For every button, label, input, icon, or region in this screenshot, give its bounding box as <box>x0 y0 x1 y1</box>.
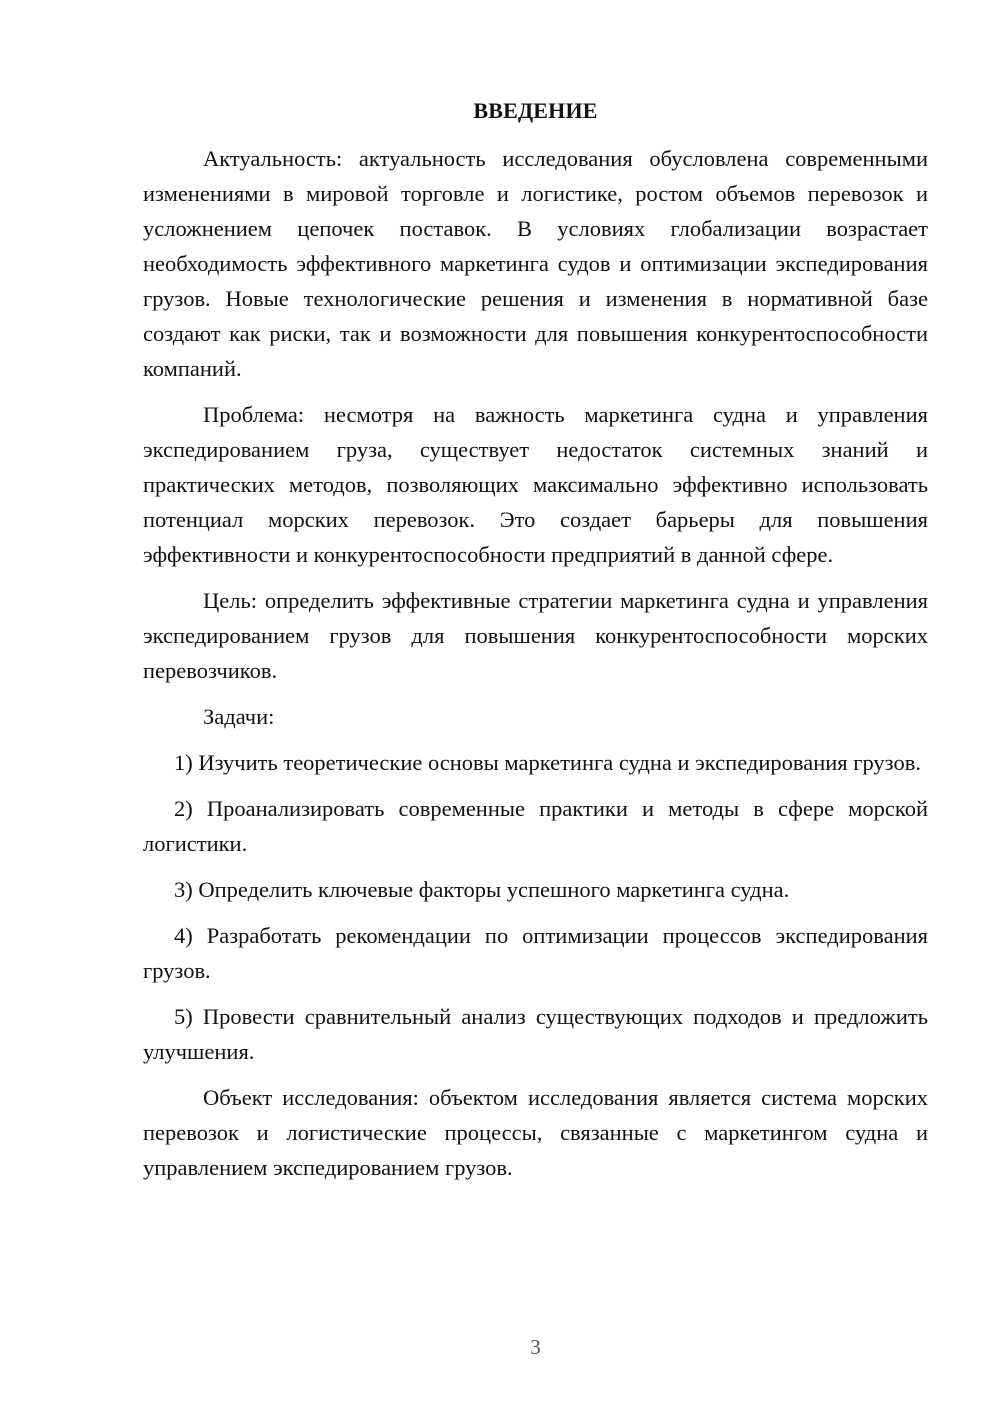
document-page <box>143 0 928 1414</box>
section-heading: ВВЕДЕНИЕ <box>473 98 598 123</box>
problem-paragraph: Проблема: несмотря на важность маркетинга судна и управления экспедированием груза, существует недостаток системных знаний и практических методов, позволяющих максимально эффективно использовать потенциал морских перевозок. Это создает барьеры для повышения эффективности и конкурентоспособности предприятий в данной сфере. <box>143 402 928 567</box>
page-number: 3 <box>530 1335 541 1359</box>
task-item-4: 4) Разработать рекомендации по оптимизации процессов экспедирования грузов. <box>143 923 928 983</box>
task-item-5: 5) Провести сравнительный анализ существующих подходов и предложить улучшения. <box>143 1004 928 1064</box>
goal-paragraph: Цель: определить эффективные стратегии маркетинга судна и управления экспедированием грузов для повышения конкурентоспособности морских перевозчиков. <box>143 588 928 683</box>
task-item-1: 1) Изучить теоретические основы маркетинга судна и экспедирования грузов. <box>174 750 921 775</box>
tasks-label: Задачи: <box>203 704 275 729</box>
object-paragraph: Объект исследования: объектом исследования является система морских перевозок и логистические процессы, связанные с маркетингом судна и управлением экспедированием грузов. <box>143 1085 928 1180</box>
relevance-paragraph: Актуальность: актуальность исследования обусловлена современными изменениями в мировой торговле и логистике, ростом объемов перевозок и усложнением цепочек поставок. В условиях глобализации возрастает необходимость эффективного маркетинга судов и оптимизации экспедирования грузов. Новые технологические решения и изменения в нормативной базе создают как риски, так и возможности для повышения конкурентоспособности компаний. <box>143 146 928 381</box>
document-body <box>143 141 928 1196</box>
task-item-2: 2) Проанализировать современные практики и методы в сфере морской логистики. <box>143 796 928 856</box>
task-item-3: 3) Определить ключевые факторы успешного маркетинга судна. <box>174 877 790 902</box>
